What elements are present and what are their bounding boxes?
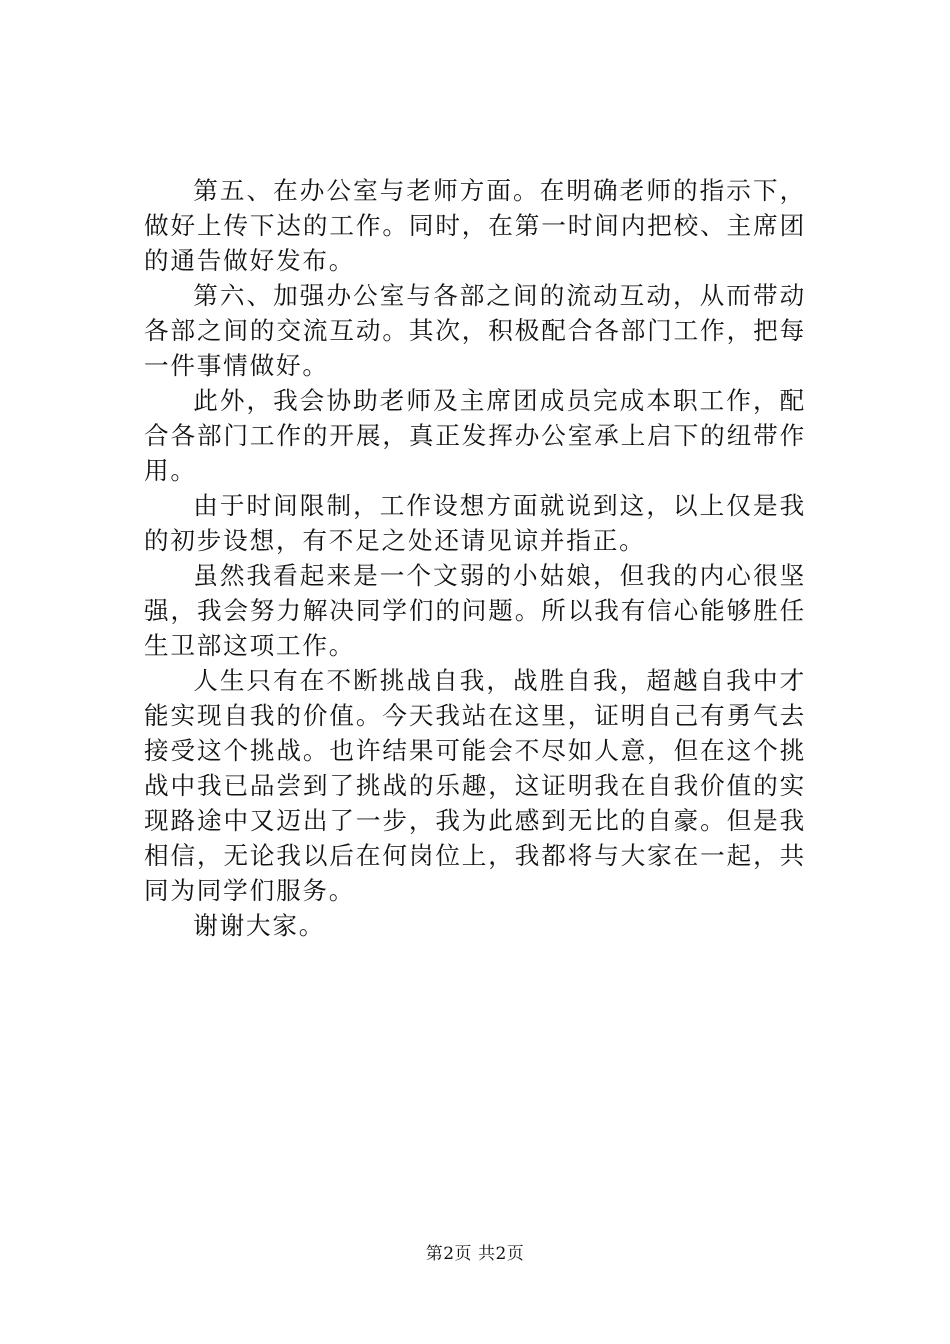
paragraph-time-limit: 由于时间限制，工作设想方面就说到这，以上仅是我的初步设想，有不足之处还请见谅并指正。 bbox=[144, 491, 806, 555]
page-footer bbox=[0, 1242, 950, 1266]
document-body bbox=[144, 173, 806, 943]
paragraph-additional: 此外，我会协助老师及主席团成员完成本职工作，配合各部门工作的开展，真正发挥办公室承上启下的纽带作用。 bbox=[144, 386, 806, 485]
paragraph-thanks: 谢谢大家。 bbox=[193, 911, 326, 940]
page-indicator: 第2页 共2页 bbox=[425, 1244, 525, 1264]
paragraph-confidence: 虽然我看起来是一个文弱的小姑娘，但我的内心很坚强，我会努力解决同学们的问题。所以我有信心能够胜任生卫部这项工作。 bbox=[144, 561, 806, 660]
paragraph-item-6: 第六、加强办公室与各部之间的流动互动，从而带动各部之间的交流互动。其次，积极配合各部门工作，把每一件事情做好。 bbox=[144, 281, 806, 380]
paragraph-item-5: 第五、在办公室与老师方面。在明确老师的指示下，做好上传下达的工作。同时，在第一时间内把校、主席团的通告做好发布。 bbox=[144, 176, 806, 275]
paragraph-challenge: 人生只有在不断挑战自我，战胜自我，超越自我中才能实现自我的价值。今天我站在这里，证明自己有勇气去接受这个挑战。也许结果可能会不尽如人意，但在这个挑战中我已品尝到了挑战的乐趣，这证明我在自我价值的实现路途中又迈出了一步，我为此感到无比的自豪。但是我相信，无论我以后在何岗位上，我都将与大家在一起，共同为同学们服务。 bbox=[144, 666, 806, 905]
